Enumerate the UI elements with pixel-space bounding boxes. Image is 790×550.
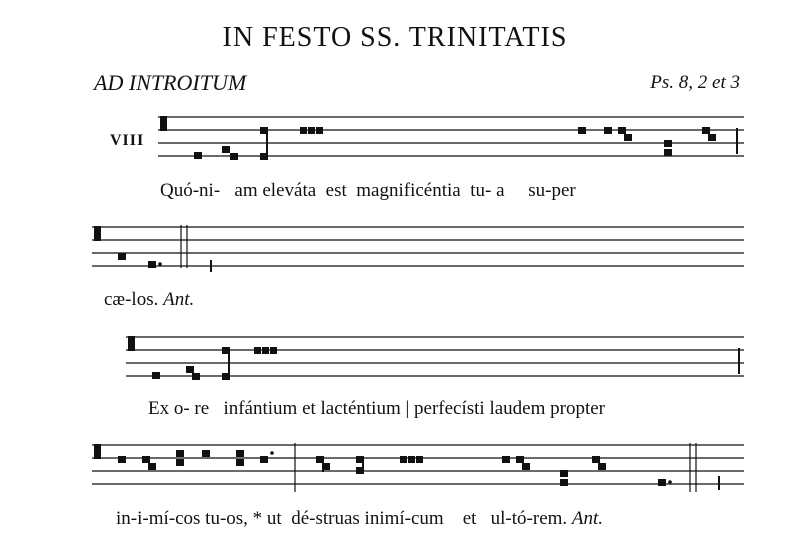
lyrics-line-4 xyxy=(116,508,603,530)
lyrics-text: Quó-ni- am eleváta est magnificéntia tu- a su-per xyxy=(160,180,576,201)
staff-3 xyxy=(126,332,744,388)
do-clef-icon xyxy=(94,444,101,459)
lyrics-line-1 xyxy=(160,180,576,202)
antiphon-mark: Ant. xyxy=(163,289,195,310)
lyrics-line-3 xyxy=(148,398,605,420)
lyrics-line-2 xyxy=(104,289,194,311)
do-clef-icon xyxy=(128,336,135,351)
lyrics-text: Ex o- re infántium et lacténtium | perfecísti laudem propter xyxy=(148,398,606,419)
lyrics-text: in-i-mí-cos tu-os, * ut dé-struas inimí-cum et ul-tó-rem. xyxy=(116,508,568,529)
do-clef-icon xyxy=(160,116,167,131)
staff-2 xyxy=(92,222,744,278)
page-title: IN FESTO SS. TRINITATIS xyxy=(222,22,568,53)
staff-1 xyxy=(158,112,744,168)
antiphon-mark: Ant. xyxy=(571,508,604,529)
psalm-reference: Ps. 8, 2 et 3 xyxy=(650,72,740,93)
do-clef-icon xyxy=(94,226,101,241)
staff-4 xyxy=(92,440,744,496)
mode-label: VIII xyxy=(110,132,145,149)
lyrics-text: cæ-los. xyxy=(104,289,159,310)
section-heading: AD INTROITUM xyxy=(94,70,247,95)
